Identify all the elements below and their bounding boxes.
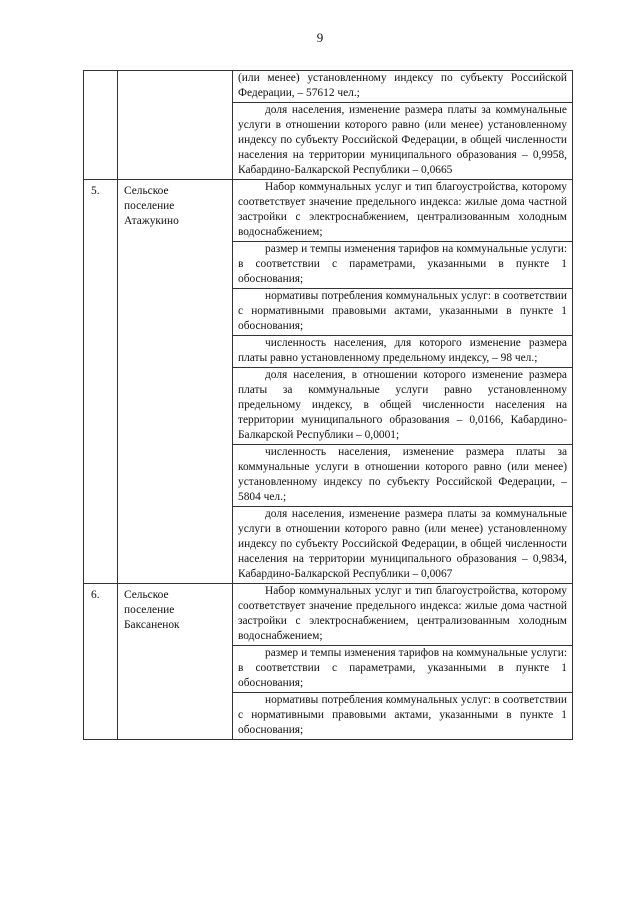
municipality-name — [118, 71, 233, 180]
description-cell — [233, 584, 573, 740]
table-row — [84, 71, 573, 180]
description-paragraph: доля населения, в отношении которого изменение размера платы за коммунальные услуги равно установленному предельному индексу, в общей численности населения на территории муниципального образования – 0,0166, Кабардино-Балкарской Республики – 0,0001; — [233, 367, 572, 444]
name-line: Атажукино — [124, 215, 179, 227]
table-row — [84, 180, 573, 584]
description-paragraph: нормативы потребления коммунальных услуг: в соответствии с нормативными правовыми актами, указанными в пункте 1 обоснования; — [233, 288, 572, 335]
description-paragraph: Набор коммунальных услуг и тип благоустройства, которому соответствует значение предельного индекса: жилые дома частной застройки с электроснабжением, централизованным холодным водоснабжением; — [238, 585, 567, 642]
description-paragraph: (или менее) установленному индексу по субъекту Российской Федерации, – 57612 чел.; — [238, 72, 567, 99]
page-number: 9 — [316, 30, 324, 45]
description-paragraph: доля населения, изменение размера платы за коммунальные услуги в отношении которого равно (или менее) установленному индексу по субъекту Российской Федерации, в общей численности населения на территории муниципального образования – 0,9834, Кабардино-Балкарской Республики – 0,0067 — [233, 506, 572, 583]
description-paragraph: Набор коммунальных услуг и тип благоустройства, которому соответствует значение предельного индекса: жилые дома частной застройки с электроснабжением, централизованным холодным водоснабжением; — [238, 181, 567, 238]
description-paragraph: численность населения, для которого изменение размера платы равно установленному предельному индексу, – 98 чел.; — [233, 335, 572, 367]
description-paragraph: доля населения, изменение размера платы за коммунальные услуги в отношении которого равно (или менее) установленному индексу по субъекту Российской Федерации, в общей численности населения на территории муниципального образования – 0,9958, Кабардино-Балкарской Республики – 0,0665 — [233, 102, 572, 179]
description-cell — [233, 71, 573, 180]
description-cell — [233, 180, 573, 584]
table-row — [84, 584, 573, 740]
row-number: 6. — [84, 584, 118, 740]
name-line: поселение — [124, 200, 175, 212]
description-paragraph: численность населения, изменение размера платы за коммунальные услуги в отношении которого равно (или менее) установленному индексу по субъекту Российской Федерации, – 5804 чел.; — [233, 444, 572, 506]
description-paragraph: размер и темпы изменения тарифов на коммунальные услуги: в соответствии с параметрами, указанными в пункте 1 обоснования; — [233, 241, 572, 288]
municipality-name — [118, 180, 233, 584]
municipality-table — [83, 70, 573, 740]
name-line: поселение — [124, 604, 175, 616]
name-line: Сельское — [124, 185, 169, 197]
row-number: 5. — [84, 180, 118, 584]
row-number — [84, 71, 118, 180]
name-line: Сельское — [124, 589, 169, 601]
name-line: Баксаненок — [124, 619, 180, 631]
description-paragraph: нормативы потребления коммунальных услуг: в соответствии с нормативными правовыми актами, указанными в пункте 1 обоснования; — [233, 692, 572, 739]
description-paragraph: размер и темпы изменения тарифов на коммунальные услуги: в соответствии с параметрами, указанными в пункте 1 обоснования; — [233, 645, 572, 692]
municipality-name — [118, 584, 233, 740]
